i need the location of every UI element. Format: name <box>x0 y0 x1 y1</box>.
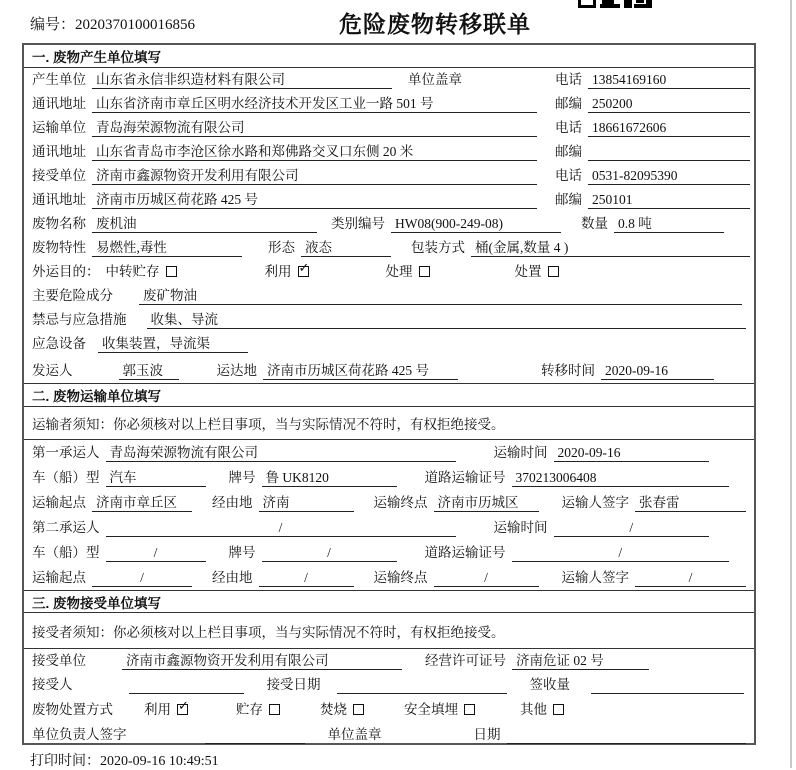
option-label: 贮存 <box>236 702 263 717</box>
license-value: 济南危证 02 号 <box>512 652 649 670</box>
print-time: 打印时间：2020-09-16 10:49:51 <box>30 754 219 769</box>
route-via-value: 济南 <box>259 494 354 512</box>
disposal-option-use <box>144 701 188 719</box>
section2-notice: 运输者须知：你必须核对以上栏目事项，当与实际情况不符时，有权拒绝接受。 <box>24 407 754 440</box>
first-carrier-label: 第一承运人 <box>32 445 100 460</box>
shipper-value: 郭玉波 <box>119 362 179 380</box>
form-label: 形态 <box>268 240 295 255</box>
row-transport-address <box>24 140 754 164</box>
address-label: 通讯地址 <box>32 192 86 207</box>
producer-address-value: 山东省济南市章丘区明水经济技术开发区工业一路 501 号 <box>92 95 537 113</box>
purpose-label: 外运目的： <box>32 264 100 279</box>
qr-code-icon <box>578 0 652 8</box>
option-label: 处理 <box>385 264 413 279</box>
road-permit-value: / <box>512 544 730 562</box>
acceptor-label: 接受人 <box>32 677 73 692</box>
category-code-label: 类别编号 <box>331 216 385 231</box>
row-emergency-equipment <box>24 332 754 356</box>
unit-seal-label: 单位盖章 <box>327 727 382 742</box>
transport-time-label: 运输时间 <box>493 445 548 460</box>
plate-label: 牌号 <box>228 545 256 560</box>
route-start-value: 济南市章丘区 <box>92 494 192 512</box>
row-emergency-measures <box>24 308 754 332</box>
page-edge-divider <box>790 0 792 768</box>
transport-address-value: 山东省青岛市李沧区徐水路和郑佛路交叉口东侧 20 米 <box>92 143 537 161</box>
first-carrier-value: 青岛海荣源物流有限公司 <box>106 444 456 462</box>
transport-unit-value: 青岛海荣源物流有限公司 <box>92 119 537 137</box>
packaging-label: 包装方式 <box>411 240 465 255</box>
receiver-phone-value: 0531-82095390 <box>588 167 750 185</box>
row-signoff <box>24 722 754 747</box>
purpose-option-treat <box>386 263 430 281</box>
responsible-sign-label: 单位负责人签字 <box>32 727 127 742</box>
vehicle-type-label: 车（船）型 <box>32 470 100 485</box>
row-route-1 <box>24 490 754 515</box>
checkbox <box>298 261 310 277</box>
receiver-unit-label: 接受单位 <box>32 168 86 183</box>
producer-unit-label: 产生单位 <box>32 72 86 87</box>
row-producer-address <box>24 92 754 116</box>
phone-label: 电话 <box>555 72 582 87</box>
signed-qty-value <box>591 676 744 694</box>
shipper-label: 发运人 <box>32 363 73 378</box>
date-label: 日期 <box>473 727 501 742</box>
emergency-measures-label: 禁忌与应急措施 <box>32 312 127 327</box>
checkbox <box>166 266 177 277</box>
check-icon: ✓ <box>298 261 310 276</box>
road-permit-label: 道路运输证号 <box>424 470 506 485</box>
quantity-value: 0.8 吨 <box>614 215 724 233</box>
emergency-equipment-label: 应急设备 <box>32 336 86 351</box>
license-label: 经营许可证号 <box>425 653 506 668</box>
receiver-address-value: 济南市历城区荷花路 425 号 <box>92 191 537 209</box>
waste-name-label: 废物名称 <box>32 216 86 231</box>
route-end-label: 运输终点 <box>373 570 428 585</box>
row-shipper <box>24 356 754 383</box>
purpose-option-use <box>265 263 309 281</box>
option-label: 处置 <box>514 264 542 279</box>
checkbox <box>269 704 280 715</box>
section1-heading: 一. 废物产生单位填写 <box>24 45 754 68</box>
route-start-label: 运输起点 <box>32 495 86 510</box>
zip-label: 邮编 <box>555 144 582 159</box>
form-value: 液态 <box>301 239 391 257</box>
waste-traits-label: 废物特性 <box>32 240 86 255</box>
carrier-sign-value: / <box>635 569 746 587</box>
section3-notice: 接受者须知：你必须核对以上栏目事项，当与实际情况不符时，有权拒绝接受。 <box>24 613 754 649</box>
unit-seal-label: 单位盖章 <box>408 72 462 87</box>
waste-name-value: 废机油 <box>92 215 317 233</box>
accept-unit-label: 接受单位 <box>32 653 86 668</box>
checkbox <box>419 266 430 277</box>
date-value <box>507 726 747 744</box>
address-label: 通讯地址 <box>32 96 86 111</box>
acceptor-value <box>129 676 244 694</box>
option-label: 安全填埋 <box>404 702 458 717</box>
producer-phone-value: 13854169160 <box>588 71 750 89</box>
checkbox <box>353 704 364 715</box>
row-receiver-address <box>24 188 754 212</box>
section2-heading: 二. 废物运输单位填写 <box>24 383 754 407</box>
route-start-value: / <box>92 569 192 587</box>
checkbox <box>553 704 564 715</box>
manifest-table <box>22 43 756 745</box>
row-vehicle-1 <box>24 465 754 490</box>
row-vehicle-2 <box>24 540 754 565</box>
serial-value: 2020370100016856 <box>75 17 196 33</box>
option-label: 利用 <box>144 702 171 717</box>
transport-phone-value: 18661672606 <box>588 119 750 137</box>
checkbox <box>177 699 189 715</box>
receiver-zip-value: 250101 <box>588 191 750 209</box>
disposal-label: 废物处置方式 <box>32 702 113 717</box>
option-label: 其他 <box>520 702 547 717</box>
carrier-sign-value: 张春雷 <box>635 494 746 512</box>
road-permit-value: 370213006408 <box>512 469 730 487</box>
checkbox <box>464 704 475 715</box>
address-label: 通讯地址 <box>32 144 86 159</box>
emergency-equipment-value: 收集装置，导流渠 <box>98 335 248 353</box>
destination-label: 运达地 <box>216 363 257 378</box>
transport-zip-value <box>588 143 750 161</box>
phone-label: 电话 <box>555 120 582 135</box>
route-via-label: 经由地 <box>212 495 253 510</box>
route-end-value: 济南市历城区 <box>434 494 539 512</box>
carrier-sign-label: 运输人签字 <box>561 570 629 585</box>
transfer-time-value: 2020-09-16 <box>601 362 714 380</box>
section3-heading: 三. 废物接受单位填写 <box>24 590 754 613</box>
vehicle-type-value: / <box>106 544 206 562</box>
row-transport-unit <box>24 116 754 140</box>
purpose-option-storage <box>106 263 177 281</box>
packaging-value: 桶(金属,数量 4 ) <box>471 239 750 257</box>
row-receiver-unit <box>24 164 754 188</box>
signed-qty-label: 签收量 <box>529 677 570 692</box>
row-acceptor <box>24 673 754 697</box>
accept-date-label: 接受日期 <box>266 677 321 692</box>
disposal-option-store <box>236 701 280 719</box>
row-producer-unit <box>24 68 754 92</box>
option-label: 焚烧 <box>320 702 347 717</box>
producer-zip-value: 250200 <box>588 95 750 113</box>
quantity-label: 数量 <box>581 216 608 231</box>
row-second-carrier <box>24 515 754 540</box>
row-accept-unit <box>24 649 754 673</box>
route-end-label: 运输终点 <box>373 495 428 510</box>
transfer-time-label: 转移时间 <box>541 363 595 378</box>
route-start-label: 运输起点 <box>32 570 86 585</box>
vehicle-type-label: 车（船）型 <box>32 545 100 560</box>
zip-label: 邮编 <box>555 96 582 111</box>
check-icon: ✓ <box>178 699 189 714</box>
route-end-value: / <box>434 569 539 587</box>
transport-time-label: 运输时间 <box>493 520 548 535</box>
producer-unit-value: 山东省永信非织造材料有限公司 <box>92 71 392 89</box>
row-transfer-purpose <box>24 260 754 284</box>
waste-traits-value: 易燃性,毒性 <box>92 239 242 257</box>
emergency-measures-value: 收集、导流 <box>147 311 747 329</box>
row-waste-traits <box>24 236 754 260</box>
accept-date-value <box>337 676 507 694</box>
disposal-option-other <box>520 701 564 719</box>
zip-label: 邮编 <box>555 192 582 207</box>
transport-time-value: / <box>554 519 710 537</box>
row-first-carrier <box>24 440 754 465</box>
option-label: 利用 <box>264 264 292 279</box>
checkbox <box>548 266 559 277</box>
hazard-value: 废矿物油 <box>139 287 742 305</box>
disposal-option-burn <box>320 701 364 719</box>
accept-unit-value: 济南市鑫源物资开发利用有限公司 <box>122 652 402 670</box>
plate-value: 鲁 UK8120 <box>262 469 397 487</box>
second-carrier-value: / <box>106 519 456 537</box>
plate-value: / <box>262 544 397 562</box>
transport-unit-label: 运输单位 <box>32 120 86 135</box>
carrier-sign-label: 运输人签字 <box>561 495 629 510</box>
responsible-sign-value <box>205 726 305 744</box>
phone-label: 电话 <box>555 168 582 183</box>
road-permit-label: 道路运输证号 <box>424 545 506 560</box>
destination-value: 济南市历城区荷花路 425 号 <box>263 362 458 380</box>
serial-label: 编号： <box>30 17 76 33</box>
row-disposal-method <box>24 697 754 722</box>
row-waste-name <box>24 212 754 236</box>
category-code-value: HW08(900-249-08) <box>391 215 561 233</box>
plate-label: 牌号 <box>228 470 256 485</box>
transport-time-value: 2020-09-16 <box>554 444 710 462</box>
page-title: 危险废物转移联单 <box>339 11 531 37</box>
receiver-unit-value: 济南市鑫源物资开发利用有限公司 <box>92 167 537 185</box>
option-label: 中转贮存 <box>105 264 160 279</box>
second-carrier-label: 第二承运人 <box>32 520 100 535</box>
row-hazard-components <box>24 284 754 308</box>
route-via-label: 经由地 <box>212 570 253 585</box>
disposal-option-landfill <box>404 701 475 719</box>
purpose-option-dispose <box>515 263 559 281</box>
hazard-label: 主要危险成分 <box>32 288 113 303</box>
row-route-2 <box>24 565 754 590</box>
route-via-value: / <box>259 569 354 587</box>
vehicle-type-value: 汽车 <box>106 469 206 487</box>
